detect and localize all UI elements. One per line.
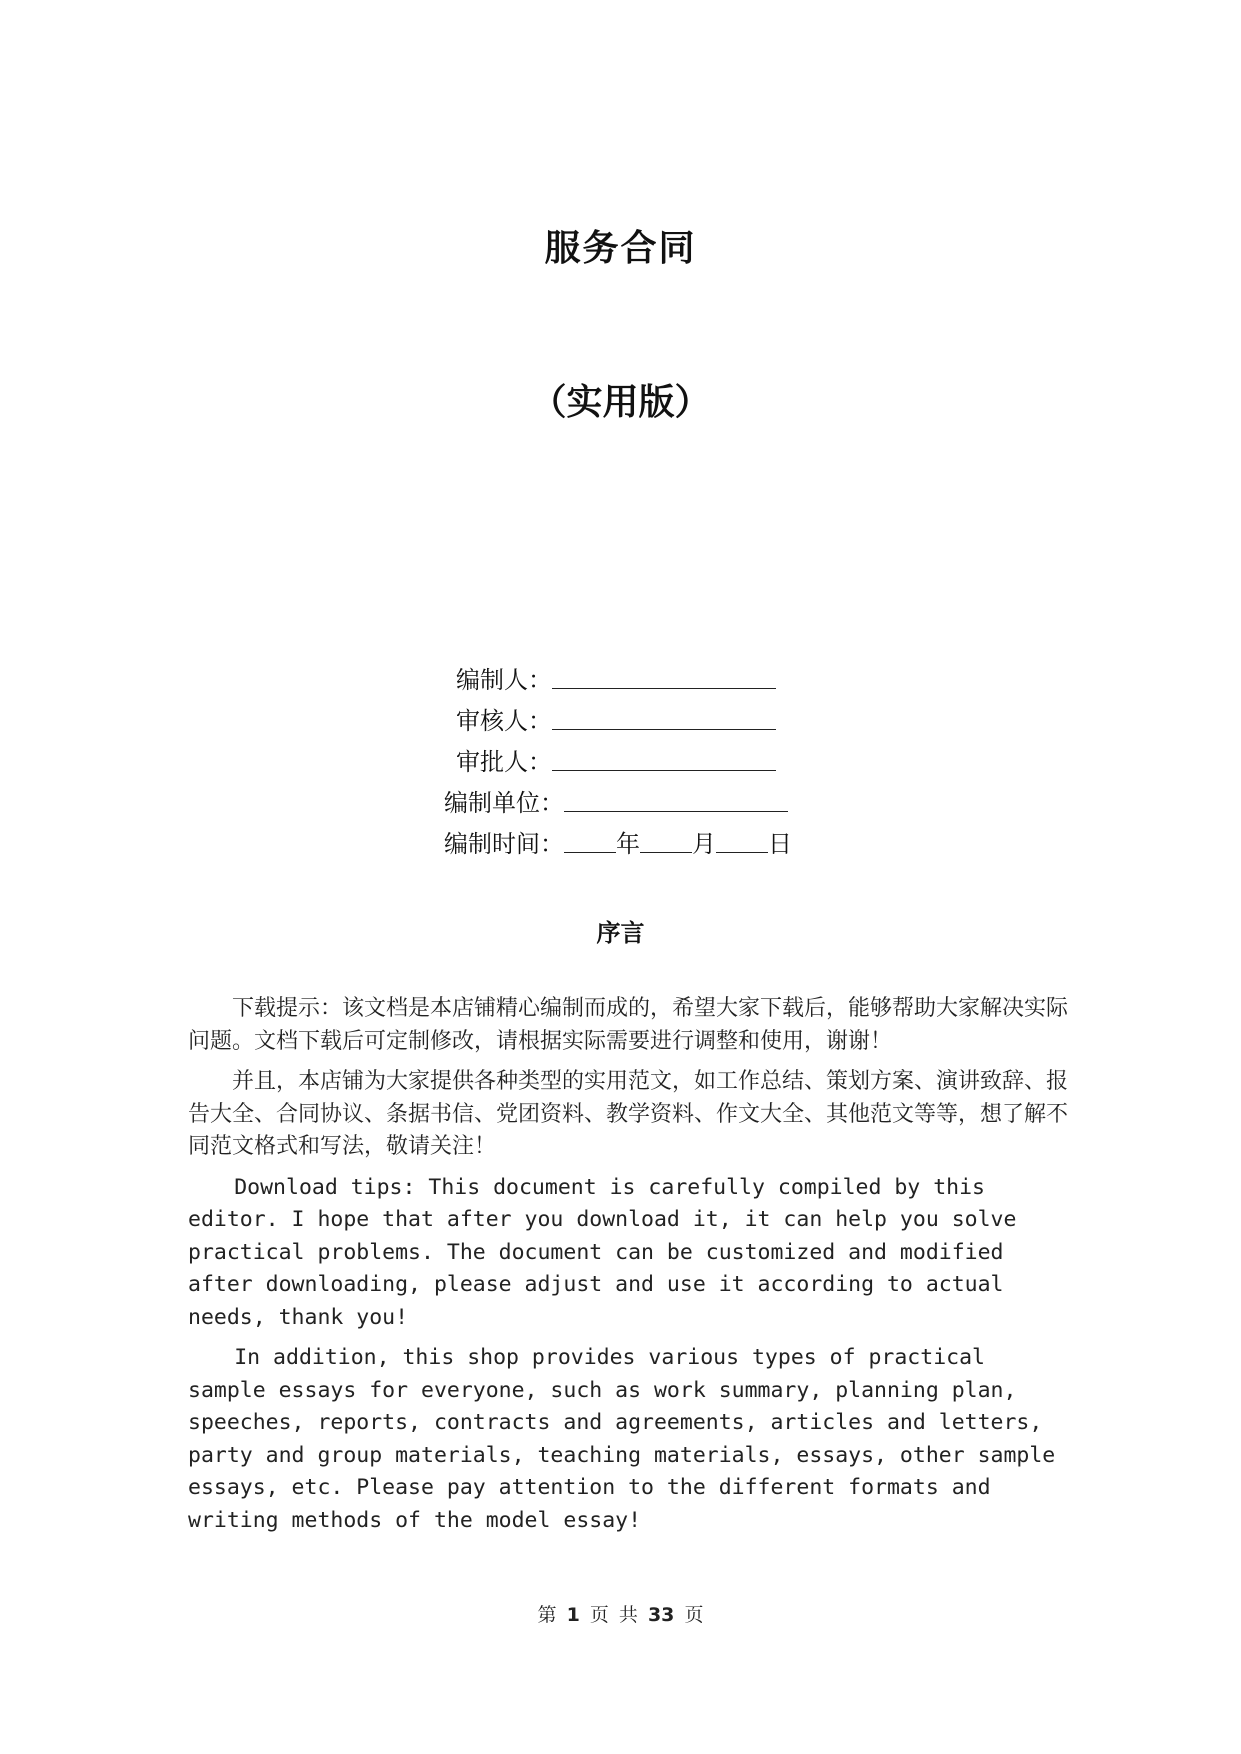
preface-paragraph-2: 并且，本店铺为大家提供各种类型的实用范文，如工作总结、策划方案、演讲致辞、报告大全、合同协议、条据书信、党团资料、教学资料、作文大全、其他范文等等，想了解不同范文格式和写法，敬请关注！ xyxy=(188,1069,1069,1159)
document-subtitle: （实用版） xyxy=(530,382,711,423)
footer-middle: 页 共 xyxy=(589,1604,638,1626)
preface-paragraph-4: In addition, this shop provides various types of practical sample essays for everyone, such as work summary, planning plan, speeches, reports, contracts and agreements, articles and letters, party and group materials, teaching materials, essays, other sample essays, etc. Please pay attention to the different formats and writing methods of the model essay! xyxy=(188,1345,1056,1533)
unit-line xyxy=(444,783,788,823)
footer-suffix: 页 xyxy=(684,1604,704,1626)
compiler-blank[interactable] xyxy=(552,660,776,689)
time-label: 编制时间： xyxy=(444,830,564,858)
current-page-number: 1 xyxy=(566,1604,580,1626)
month-label: 月 xyxy=(692,830,716,858)
preface-paragraph-1: 下载提示：该文档是本店铺精心编制而成的，希望大家下载后，能够帮助大家解决实际问题。文档下载后可定制修改，请根据实际需要进行调整和使用，谢谢！ xyxy=(188,996,1069,1054)
footer-prefix: 第 xyxy=(537,1604,557,1626)
reviewer-line xyxy=(456,701,776,741)
preface-heading: 序言 xyxy=(596,919,645,947)
year-label: 年 xyxy=(616,830,640,858)
preface-body xyxy=(188,993,1068,1545)
day-blank[interactable] xyxy=(716,824,768,853)
preface-paragraph-3: Download tips: This document is carefully compiled by this editor. I hope that after you download it, it can help you solve practical problems. The document can be customized and modified after downloading, please adjust and use it according to actual needs, thank you! xyxy=(188,1174,1017,1330)
total-pages-number: 33 xyxy=(647,1604,675,1626)
page-footer xyxy=(0,1600,1241,1627)
month-blank[interactable] xyxy=(640,824,692,853)
reviewer-label: 审核人： xyxy=(456,707,552,735)
document-title: 服务合同 xyxy=(544,228,697,269)
unit-label: 编制单位： xyxy=(444,789,564,817)
compiler-line xyxy=(456,660,776,700)
year-blank[interactable] xyxy=(564,824,616,853)
approver-label: 审批人： xyxy=(456,748,552,776)
approver-blank[interactable] xyxy=(552,742,776,771)
unit-blank[interactable] xyxy=(564,783,788,812)
compiler-label: 编制人： xyxy=(456,666,552,694)
approver-line xyxy=(456,742,776,782)
day-label: 日 xyxy=(768,830,792,858)
time-line xyxy=(444,824,792,864)
reviewer-blank[interactable] xyxy=(552,701,776,730)
